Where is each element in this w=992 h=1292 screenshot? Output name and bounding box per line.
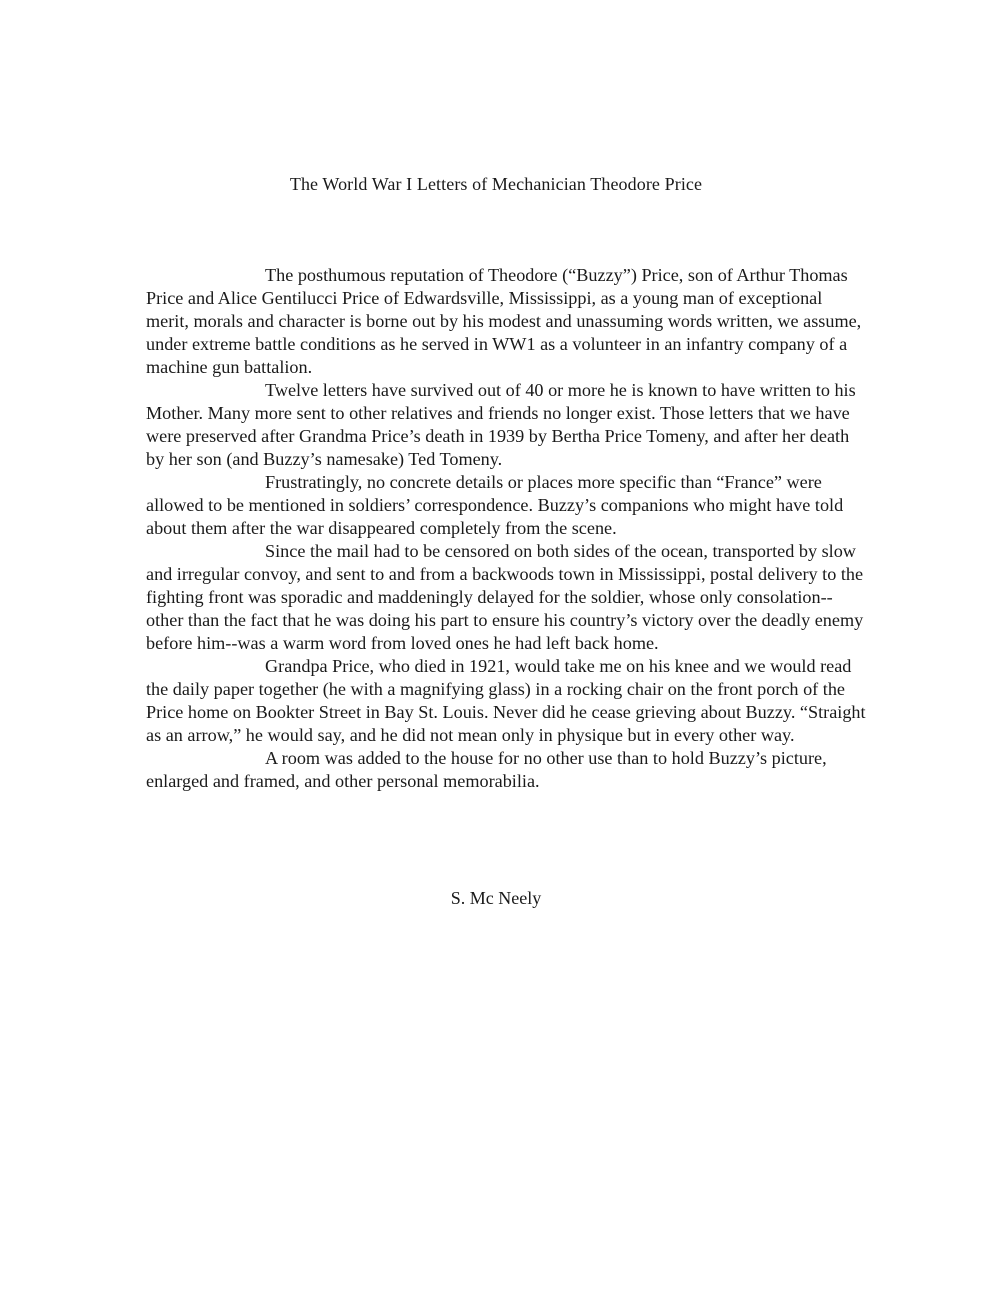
document-title: The World War I Letters of Mechanician Theodore Price (289, 174, 703, 194)
author-signature: S. Mc Neely (450, 888, 542, 908)
paragraph-6: A room was added to the house for no other use than to hold Buzzy’s picture, enlarged and framed, and other personal memorabilia. (146, 748, 827, 791)
paragraph-2: Twelve letters have survived out of 40 or more he is known to have written to his Mother. Many more sent to other relatives and friends no longer exist. Those letters that we have were preserved after Grandma Price’s death in 1939 by Bertha Price Tomeny, and after her death by her son (and Buzzy’s namesake) Ted Tomeny. (146, 380, 856, 469)
paragraph-4: Since the mail had to be censored on both sides of the ocean, transported by slow and irregular convoy, and sent to and from a backwoods town in Mississippi, postal delivery to the fighting front was sporadic and maddeningly delayed for the soldier, whose only consolation-- other than the fact that he was doing his part to ensure his country’s victory over the deadly enemy before him--was a warm word from loved ones he had left back home. (146, 541, 864, 653)
paragraph-5: Grandpa Price, who died in 1921, would take me on his knee and we would read the daily paper together (he with a magnifying glass) in a rocking chair on the front porch of the Price home on Bookter Street in Bay St. Louis. Never did he cease grieving about Buzzy. “Straight as an arrow,” he would say, and he did not mean only in physique but in every other way. (146, 656, 866, 745)
paragraph-1: The posthumous reputation of Theodore (“Buzzy”) Price, son of Arthur Thomas Price and Alice Gentilucci Price of Edwardsville, Mississippi, as a young man of exceptional merit, morals and character is borne out by his modest and unassuming words written, we assume, under extreme battle conditions as he served in WW1 as a volunteer in an infantry company of a machine gun battalion. (146, 265, 862, 377)
document-body (146, 264, 866, 793)
paragraph-3: Frustratingly, no concrete details or places more specific than “France” were allowed to be mentioned in soldiers’ correspondence. Buzzy’s companions who might have told about them after the war disappeared completely from the scene. (146, 472, 844, 538)
